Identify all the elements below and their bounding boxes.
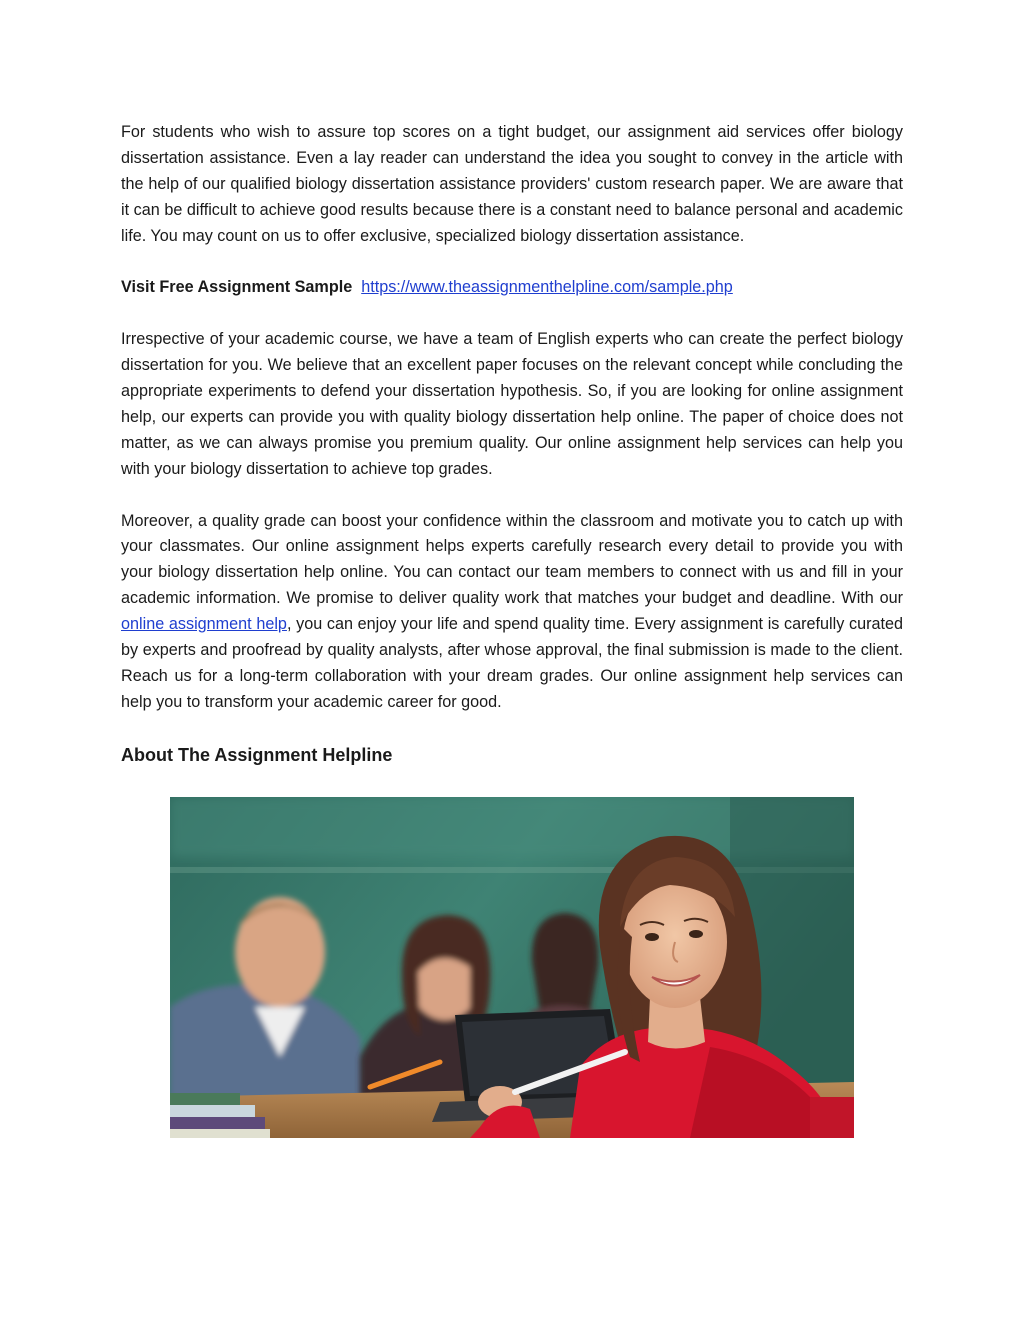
online-assignment-help-link[interactable]: online assignment help bbox=[121, 615, 287, 634]
quality-paragraph-start: Moreover, a quality grade can boost your confidence within the classroom and motivate you to catch up with your classmates. Our online assignment helps experts carefully research every detail to provide you with your biology dissertation help online. You can contact our team members to connect with us and fill in your academic information. We promise to deliver quality work that matches your budget and deadline. With our bbox=[121, 511, 903, 608]
students-photo bbox=[170, 797, 854, 1138]
visit-sample-label: Visit Free Assignment Sample bbox=[121, 278, 353, 297]
visit-sample-line bbox=[121, 275, 903, 301]
sample-link[interactable]: https://www.theassignmenthelpline.com/sample.php bbox=[361, 278, 733, 297]
quality-paragraph-end: , you can enjoy your life and spend quality time. Every assignment is carefully curated by experts and proofread by quality analysts, after whose approval, the final submission is made to the client. Reach us for a long-term collaboration with your dream grades. Our online assignment help services can help you to transform your academic career for good. bbox=[121, 615, 903, 711]
quality-paragraph bbox=[121, 509, 903, 716]
expertise-paragraph: Irrespective of your academic course, we have a team of English experts who can create the perfect biology dissertation for you. We believe that an excellent paper focuses on the relevant concept while concluding the appropriate experiments to defend your dissertation hypothesis. So, if you are looking for online assignment help, our experts can provide you with quality biology dissertation help online. The paper of choice does not matter, as we can always promise you premium quality. Our online assignment help services can help you with your biology dissertation to achieve top grades. bbox=[121, 330, 903, 478]
document-body bbox=[121, 120, 903, 770]
intro-paragraph: For students who wish to assure top scores on a tight budget, our assignment aid services offer biology dissertation assistance. Even a lay reader can understand the idea you sought to convey in the article with the help of our qualified biology dissertation assistance providers' custom research paper. We are aware that it can be difficult to achieve good results because there is a constant need to balance personal and academic life. You may count on us to offer exclusive, specialized biology dissertation assistance. bbox=[121, 123, 903, 245]
section-heading: About The Assignment Helpline bbox=[121, 744, 393, 765]
